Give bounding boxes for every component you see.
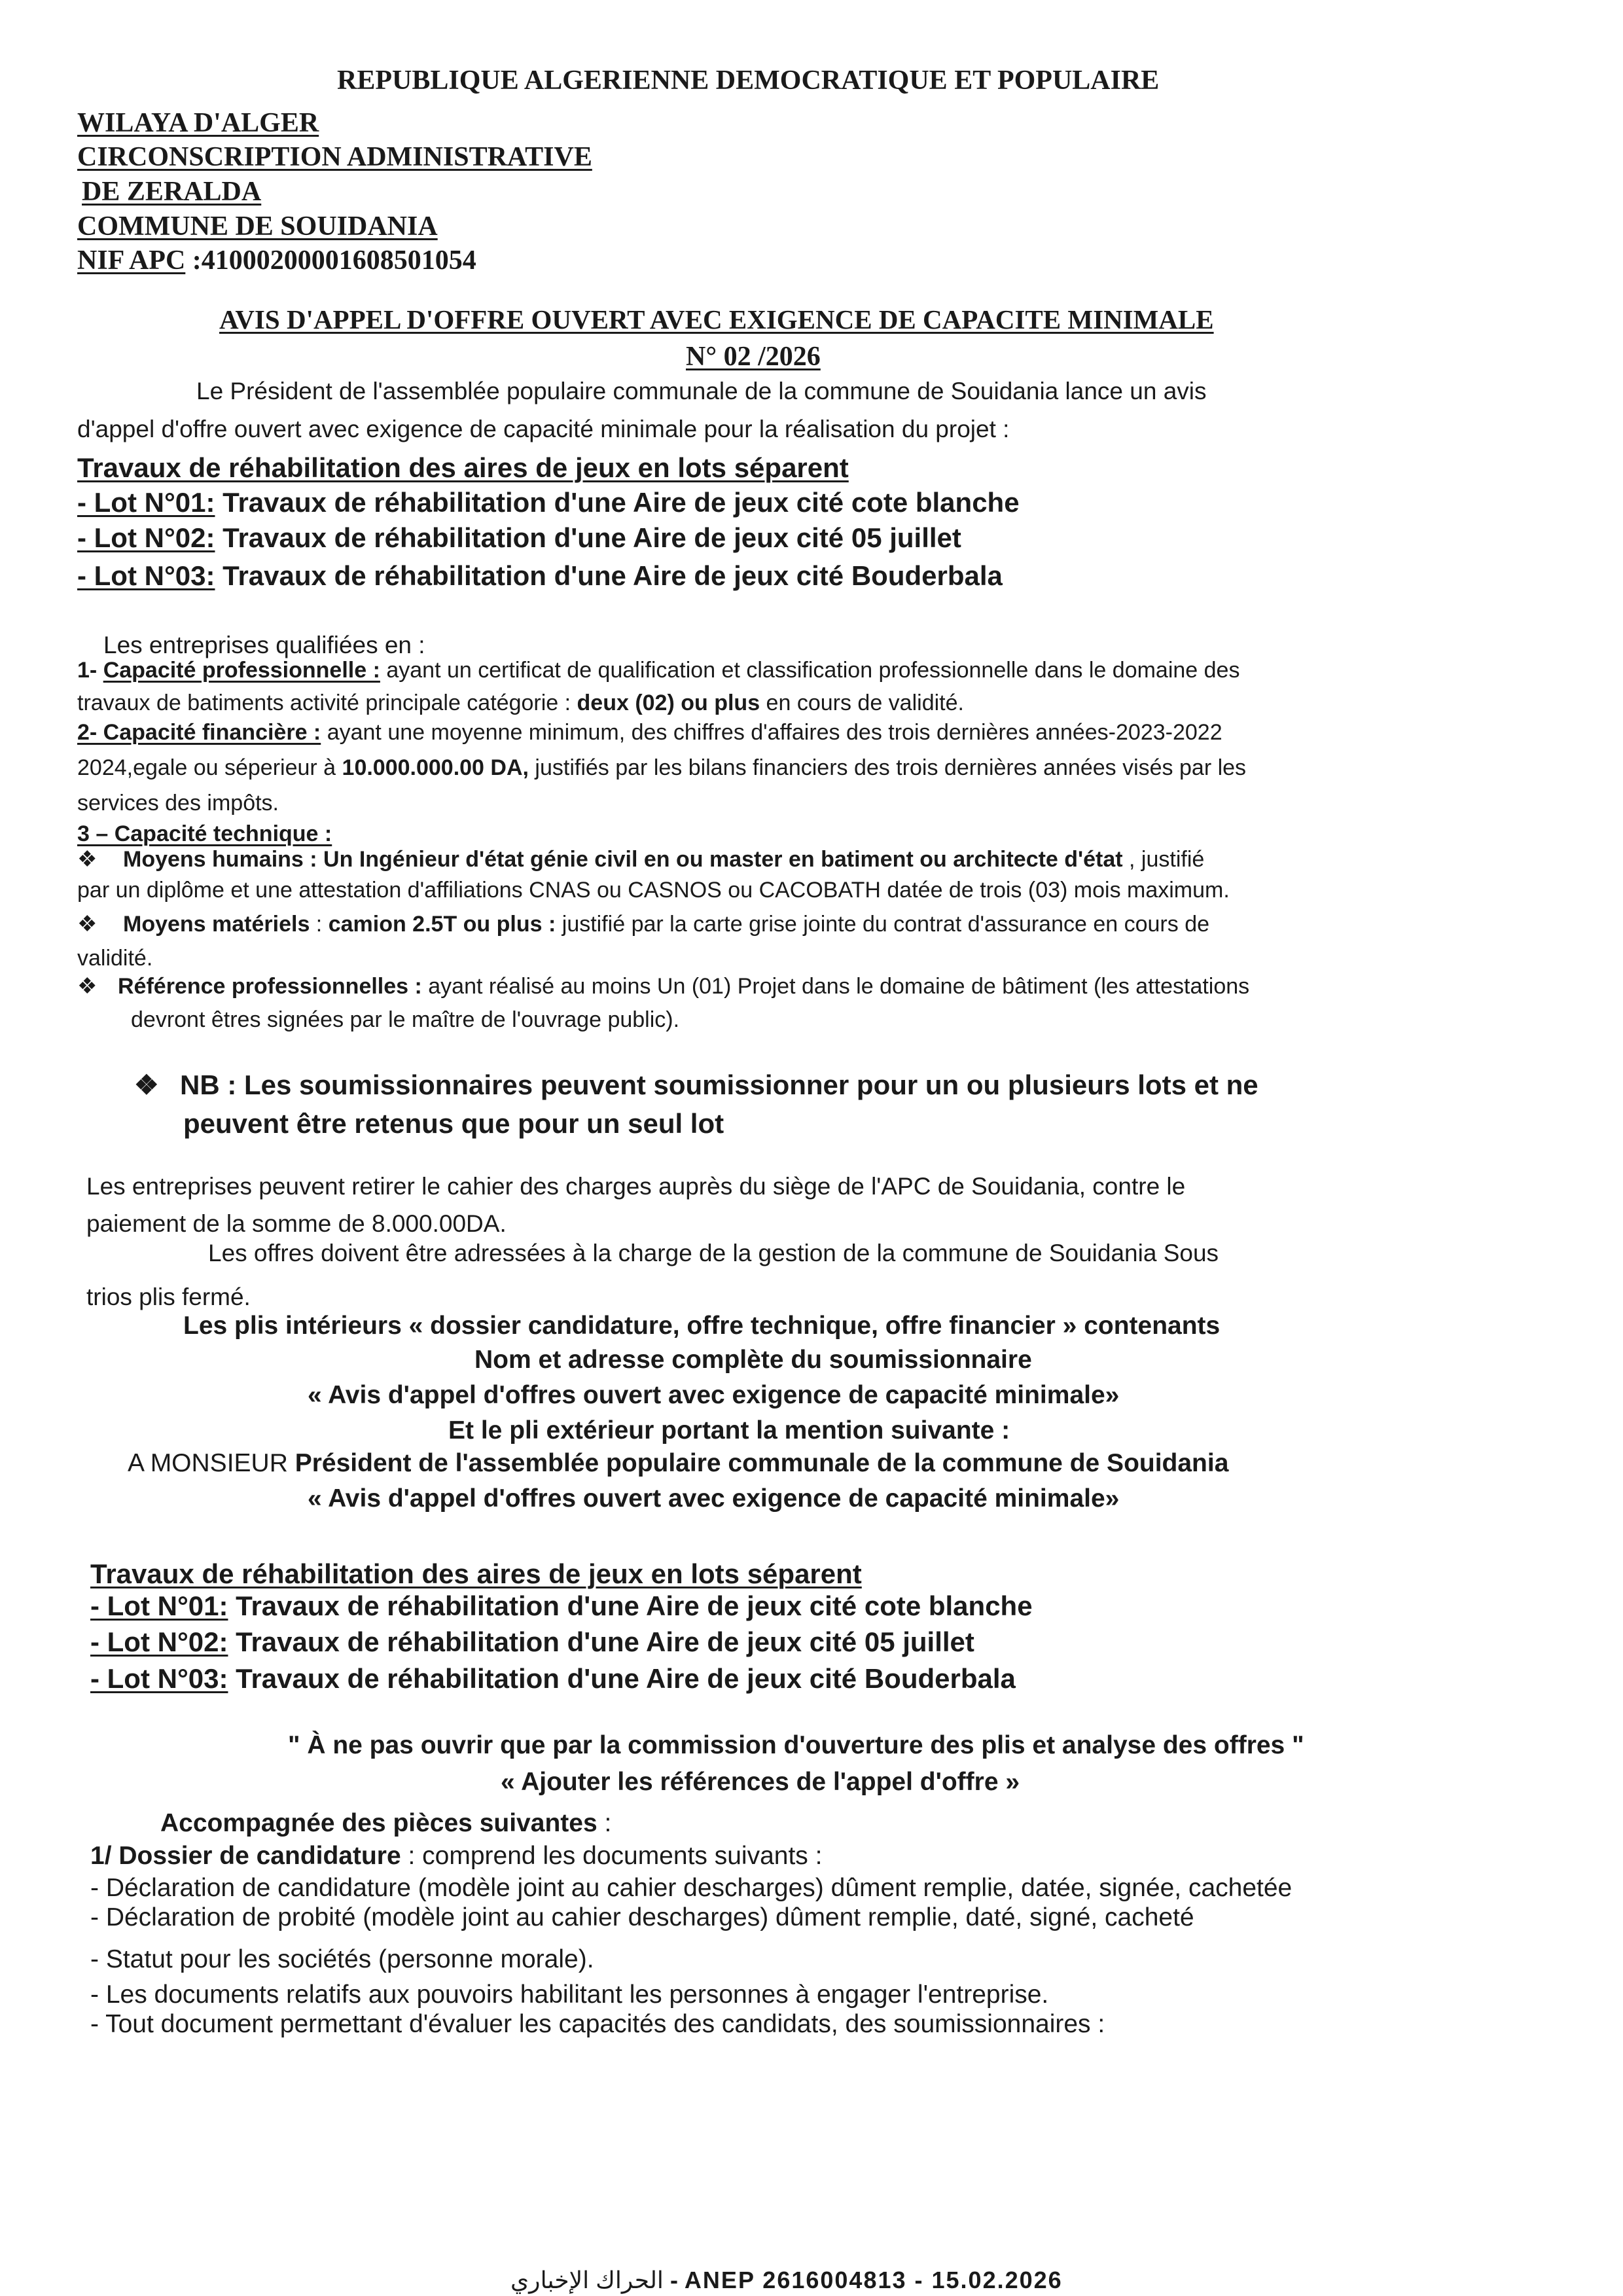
anep-reference: - ANEP 2616004813 - 15.02.2026 [663,2267,1063,2293]
capacite-fin-line-3: services des impôts. [77,791,279,816]
notice-number: N° 02 /2026 [686,342,821,372]
capacite-pro-label: Capacité professionnelle : [103,658,380,683]
moyens-materiels-line-1 [77,912,1209,937]
nif [77,245,476,276]
project-title: Travaux de réhabilitation des aires de jeux en lots séparent [77,452,849,483]
moyens-humains-line-2: par un diplôme et une attestation d'affiliations CNAS ou CASNOS ou CACOBATH datée de trois (03) mois maximum. [77,878,1230,903]
moyens-humains-line-1 [77,848,1204,872]
body-line-1: Les entreprises peuvent retirer le cahier des charges auprès du siège de l'APC de Souidania, contre le [86,1173,1186,1200]
text: : [310,912,329,937]
mention-line-2: « Ajouter les références de l'appel d'offre » [501,1768,1020,1796]
capacite-fin-line-1 [77,721,1222,745]
nif-label: NIF APC [77,245,186,276]
text: ayant un certificat de qualification et classification professionnelle dans le domaine des [380,658,1240,683]
text: ayant réalisé au moins Un (01) Projet dans le domaine de bâtiment (les attestations [421,974,1250,999]
diamond-bullet-icon: ❖ [77,974,98,999]
republic-heading: REPUBLIQUE ALGERIENNE DEMOCRATIQUE ET POPULAIRE [337,65,1160,96]
capacite-pro-line-1 [77,658,1240,683]
capacite-fin-label: 2- Capacité financière : [77,720,321,745]
lot-text: Travaux de réhabilitation d'une Aire de jeux cité 05 juillet [215,522,961,553]
reference-line-2: devront êtres signées par le maître de l'ouvrage public). [131,1007,680,1032]
lot-label: - Lot N°02: [90,1626,228,1657]
circonscription: CIRCONSCRIPTION ADMINISTRATIVE [77,142,592,172]
notice-title: AVIS D'APPEL D'OFFRE OUVERT AVEC EXIGENCE DE CAPACITE MINIMALE [219,304,1214,334]
text-bold: Référence professionnelles : [118,974,422,999]
body-line-4: trios plis fermé. [86,1283,251,1310]
moyens-materiels-line-2: validité. [77,946,153,971]
envelope-line-4: Et le pli extérieur portant la mention suivante : [448,1416,1010,1444]
piece-item: - Déclaration de candidature (modèle joint au cahier descharges) dûment remplie, datée, signée, cachetée [90,1874,1293,1902]
num: 1- [77,658,103,683]
piece-item: - Tout document permettant d'évaluer les capacités des candidats, des soumissionnaires : [90,2010,1105,2038]
capacite-tech-label: 3 – Capacité technique : [77,821,332,846]
qualif-intro: Les entreprises qualifiées en : [103,632,425,658]
capacite-fin-line-2 [77,756,1246,780]
text-bold: Moyens humains : Un Ingénieur d'état génie civil en ou master en batiment ou architecte d'état [123,847,1123,872]
lot-2 [77,523,961,553]
nb-line-2: peuvent être retenus que pour un seul lot [183,1108,724,1139]
lot-text: Travaux de réhabilitation d'une Aire de jeux cité cote blanche [215,487,1020,518]
text: A MONSIEUR [128,1449,288,1477]
text-bold: deux (02) ou plus [577,691,760,715]
pieces-intro [160,1810,611,1838]
text: 2024,egale ou séperieur à [77,755,342,780]
mention-line-1: " À ne pas ouvrir que par la commission d'ouverture des plis et analyse des offres " [288,1731,1304,1759]
lot-label: - Lot N°01: [77,487,215,518]
zeralda: DE ZERALDA [82,177,262,207]
envelope-line-2: Nom et adresse complète du soumissionnaire [474,1346,1032,1374]
text: NB : Les soumissionnaires peuvent soumissionner pour un ou plusieurs lots et ne [180,1069,1258,1100]
text: : comprend les documents suivants : [401,1842,823,1870]
body-line-3: Les offres doivent être adressées à la charge de la gestion de la commune de Souidania Sous [208,1240,1219,1266]
diamond-bullet-icon: ❖ [134,1069,159,1100]
nb-line-1 [134,1070,1258,1100]
text-bold: camion 2.5T ou plus : [328,912,556,937]
text: en cours de validité. [760,691,964,715]
text-bold: 10.000.000.00 DA, [342,755,529,780]
nif-value: :41000200001608501054 [192,245,476,276]
intro-line-1: Le Président de l'assemblée populaire communale de la commune de Souidania lance un avis [196,378,1207,404]
text-bold: 1/ Dossier de candidature [90,1842,401,1870]
lot-label: - Lot N°01: [90,1590,228,1621]
capacite-pro-line-2 [77,691,964,715]
text: justifiés par les bilans financiers des trois dernières années visés par les [528,755,1247,780]
lot-1 [77,488,1020,518]
dossier-candidature [90,1842,822,1871]
lot-text: Travaux de réhabilitation d'une Aire de jeux cité Bouderbala [215,560,1003,591]
reference-line-1 [77,975,1249,999]
text-bold: Président de l'assemblée populaire communale de la commune de Souidania [287,1449,1229,1477]
intro-line-2: d'appel d'offre ouvert avec exigence de capacité minimale pour la réalisation du projet : [77,416,1010,442]
lot-3-repeat [90,1664,1016,1694]
envelope-line-1: Les plis intérieurs « dossier candidature, offre technique, offre financier » contenants [183,1312,1221,1340]
text: , justifié [1122,847,1205,872]
lot-label: - Lot N°02: [77,522,215,553]
commune: COMMUNE DE SOUIDANIA [77,211,438,242]
diamond-bullet-icon: ❖ [77,847,98,872]
text-bold: Accompagnée des pièces suivantes [160,1809,597,1837]
addressee [128,1450,1228,1478]
avis-repeat: « Avis d'appel d'offres ouvert avec exigence de capacité minimale» [308,1484,1120,1513]
footer-reference [510,2267,1063,2293]
text: : [597,1809,612,1837]
text-bold: Moyens matériels [123,912,310,937]
lot-1-repeat [90,1591,1033,1621]
lot-text: Travaux de réhabilitation d'une Aire de jeux cité cote blanche [228,1590,1033,1621]
lot-3 [77,561,1003,591]
lot-text: Travaux de réhabilitation d'une Aire de jeux cité 05 juillet [228,1626,974,1657]
diamond-bullet-icon: ❖ [77,912,98,937]
publisher-name: الحراك الإخباري [510,2267,664,2293]
project-title-repeat: Travaux de réhabilitation des aires de jeux en lots séparent [90,1558,862,1589]
text: justifié par la carte grise jointe du contrat d'assurance en cours de [556,912,1210,937]
lot-label: - Lot N°03: [77,560,215,591]
piece-item: - Déclaration de probité (modèle joint au cahier descharges) dûment remplie, daté, signé, cacheté [90,1903,1194,1931]
lot-text: Travaux de réhabilitation d'une Aire de jeux cité Bouderbala [228,1663,1016,1694]
lot-label: - Lot N°03: [90,1663,228,1694]
wilaya: WILAYA D'ALGER [77,108,319,138]
piece-item: - Statut pour les sociétés (personne morale). [90,1945,594,1973]
piece-item: - Les documents relatifs aux pouvoirs habilitant les personnes à engager l'entreprise. [90,1981,1049,2009]
lot-2-repeat [90,1627,974,1657]
text: travaux de batiments activité principale catégorie : [77,691,577,715]
envelope-line-3: « Avis d'appel d'offres ouvert avec exigence de capacité minimale» [308,1381,1120,1409]
body-line-2: paiement de la somme de 8.000.00DA. [86,1210,507,1237]
text: ayant une moyenne minimum, des chiffres d'affaires des trois dernières années-2023-2022 [321,720,1222,745]
